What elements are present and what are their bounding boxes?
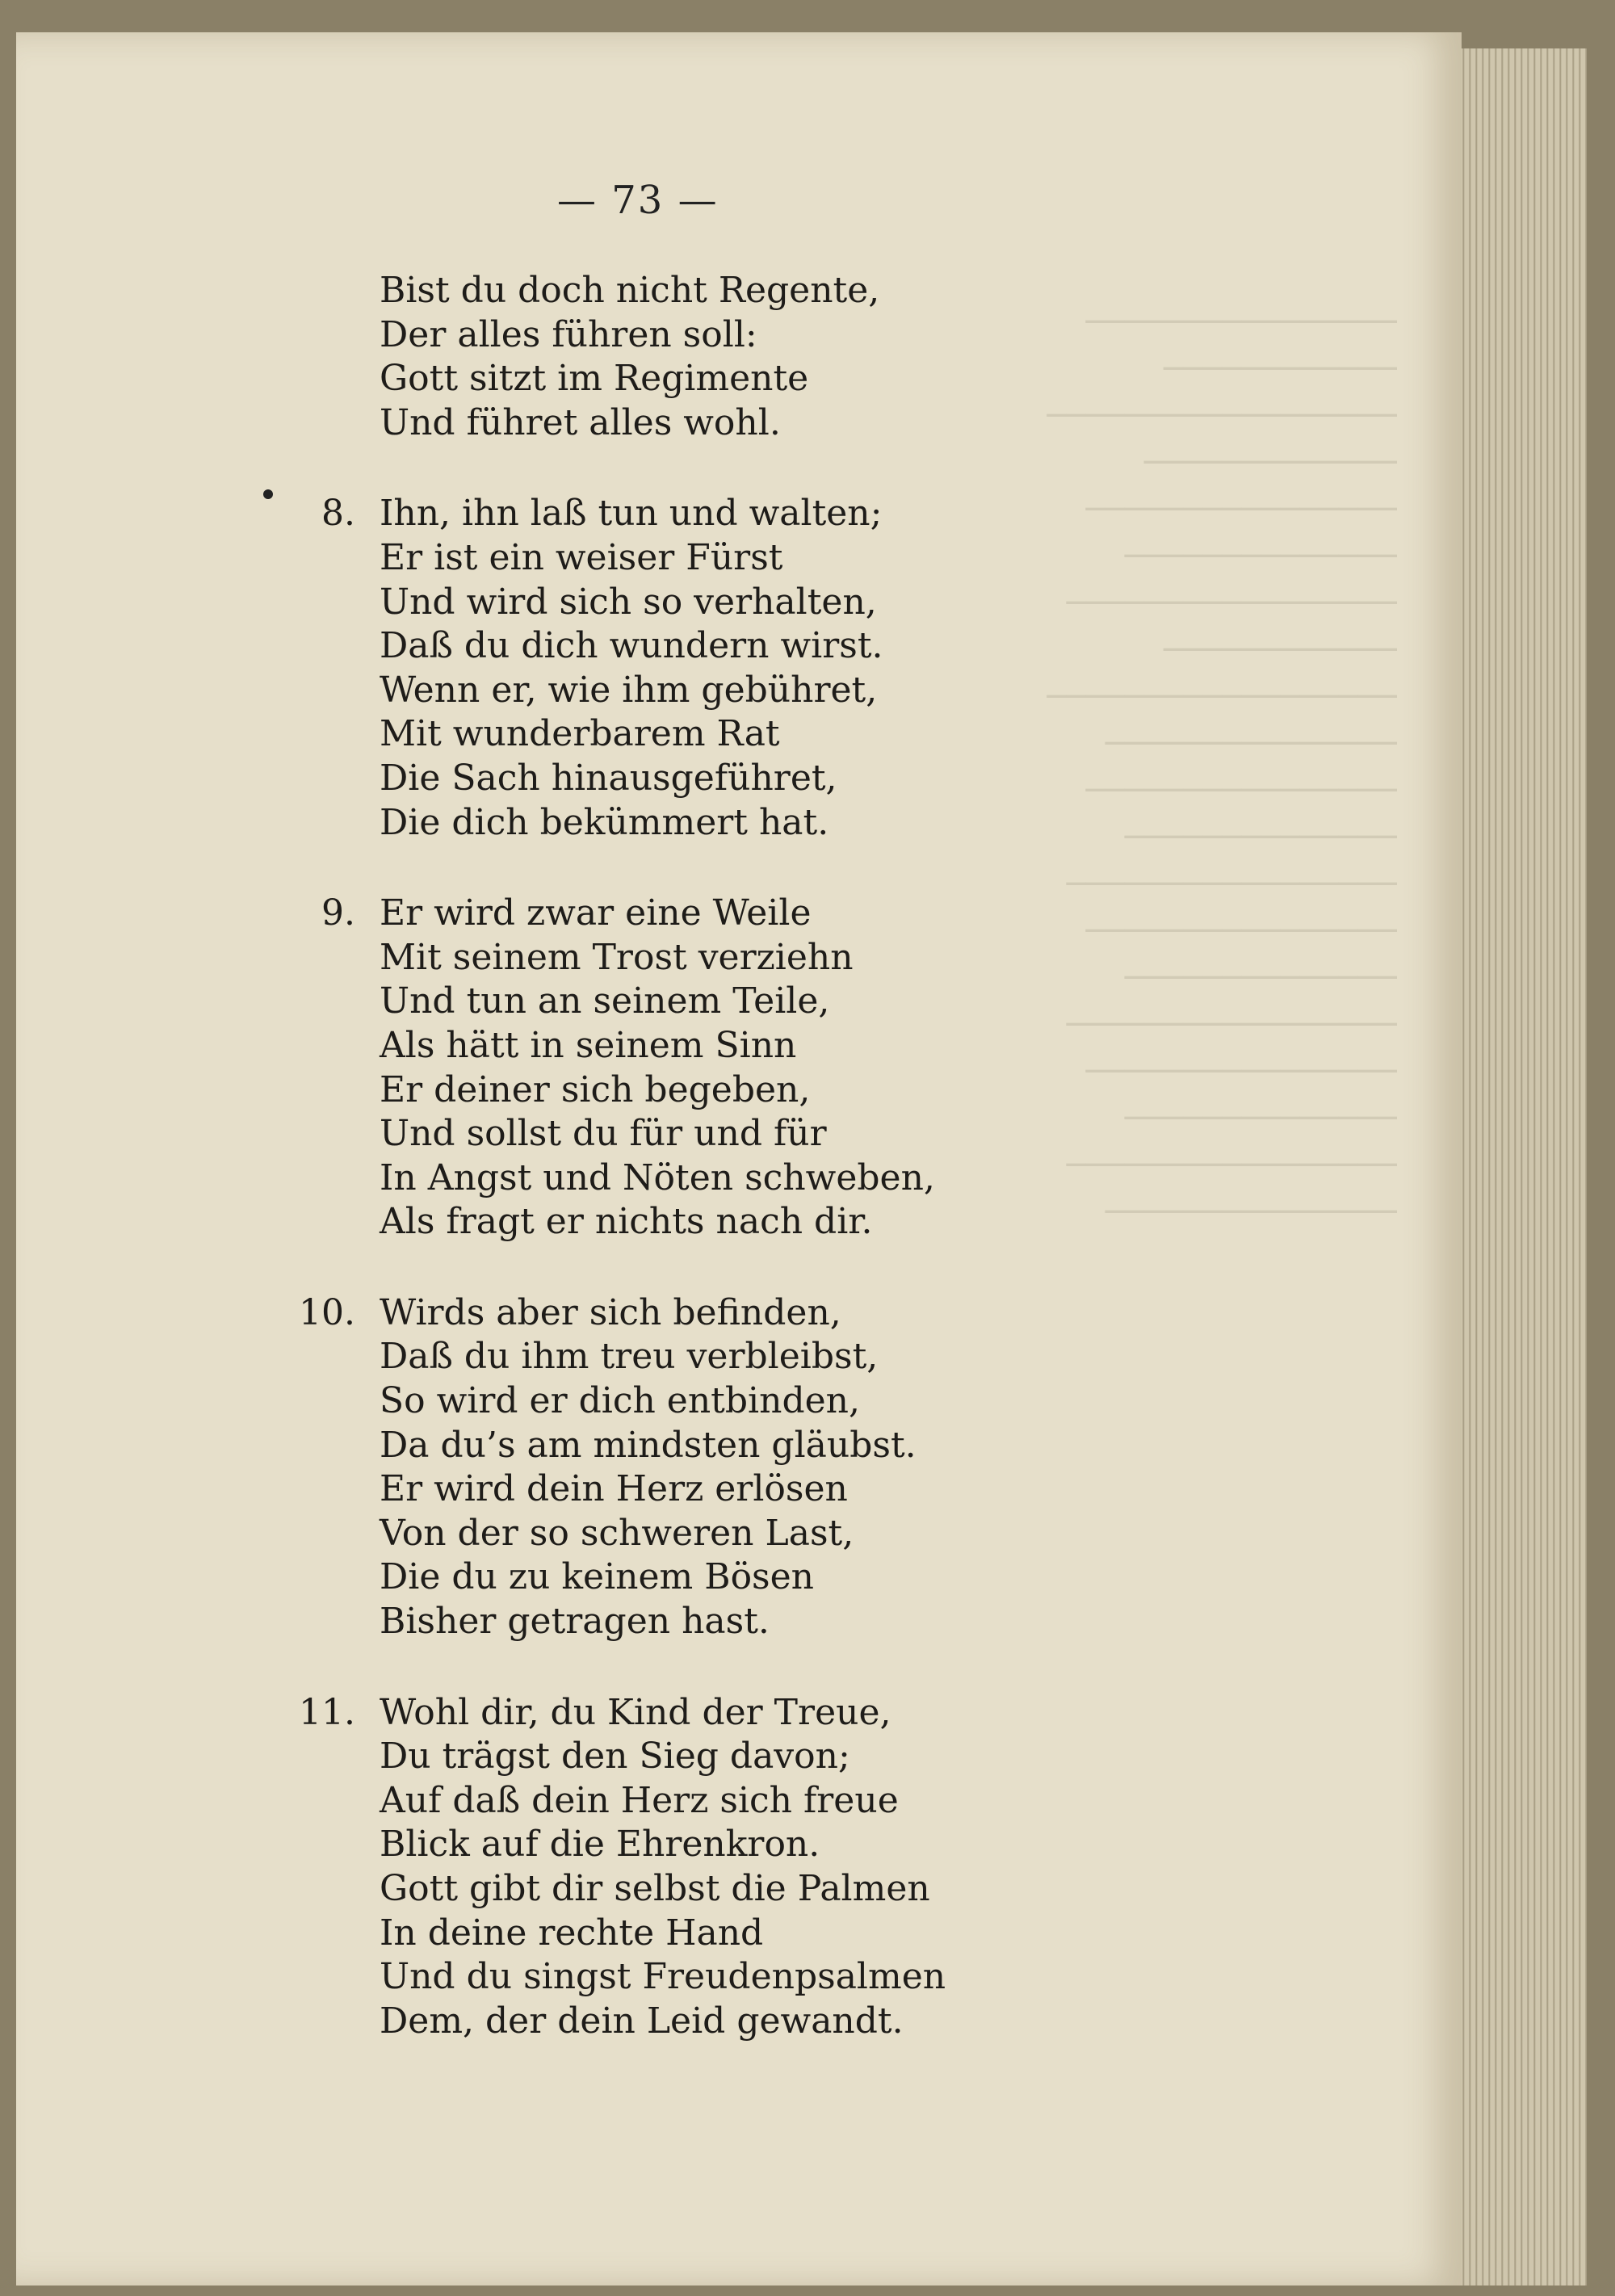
verse-line: [0, 1955, 1373, 2000]
verse-line-text: Blick auf die Ehrenkron.: [380, 1824, 820, 1866]
verse-line: [0, 1467, 1373, 1512]
verse-line: [0, 1424, 1373, 1468]
verse-line: [0, 269, 1373, 313]
verse-line-text: Wohl dir, du Kind der Treue,: [380, 1691, 891, 1733]
verse-line-text: Er deiner sich begeben,: [380, 1068, 811, 1110]
verse-line-text: Die du zu keinem Bösen: [380, 1556, 815, 1598]
stanza-number: 8.: [321, 493, 355, 535]
verse-line: [0, 1156, 1373, 1201]
verse-line: [0, 1779, 1373, 1824]
verse-line-text: Wirds aber sich befinden,: [380, 1291, 841, 1333]
verse-line-text: Der alles führen soll:: [380, 313, 757, 355]
verse-line-text: Daß du ihm treu verbleibst,: [380, 1336, 879, 1378]
verse-line: [0, 581, 1373, 625]
verse-line-text: Dem, der dein Leid gewandt.: [380, 2000, 904, 2042]
verse-line-text: Er wird zwar eine Weile: [380, 892, 812, 934]
page-number: — 73 —: [557, 178, 719, 223]
verse-line: [0, 1600, 1373, 1644]
verse-line-text: Du trägst den Sieg davon;: [380, 1736, 850, 1778]
verse-line: [0, 401, 1373, 446]
stanza-number: 9.: [321, 892, 355, 934]
stanza: [0, 269, 1373, 445]
verse-line: [0, 2000, 1373, 2044]
verse-line: [0, 757, 1373, 801]
stanza: [0, 1691, 1373, 2044]
verse-line-text: Mit wunderbarem Rat: [380, 713, 780, 755]
verse-line-text: Von der so schweren Last,: [380, 1512, 854, 1554]
verse-line-text: Und tun an seinem Teile,: [380, 980, 830, 1022]
verse-line-text: Bist du doch nicht Regente,: [380, 270, 880, 311]
verse-line: [0, 1555, 1373, 1600]
verse-line: [0, 669, 1373, 713]
stanza: [0, 1291, 1373, 1644]
verse-line: [0, 1200, 1373, 1245]
verse-line-text: Mit seinem Trost verziehn: [380, 936, 854, 978]
verse-line-text: Die Sach hinausgeführet,: [380, 757, 837, 799]
verse-line: [0, 1512, 1373, 1556]
verse-line: [0, 492, 1373, 536]
verse-line: [0, 1335, 1373, 1379]
verse-line: [0, 980, 1373, 1024]
verse-line: [0, 1291, 1373, 1336]
bleed-through-text: ──────────────── ──────────── ────────────────── ───────────── ──────────────── ────────────── ───────────────── ──────────── ────────────────── ─────────────── ──────────────── ────────────── ───────────────── ──────────────── ────────────── ───────────────── ──────────────── ────────────── ───────────────── ───────────────: [1047, 304, 1397, 1231]
verse-line-text: Bisher getragen hast.: [380, 1601, 770, 1643]
verse-line-text: Er ist ein weiser Fürst: [380, 536, 783, 578]
verse-line-text: Auf daß dein Herz sich freue: [380, 1779, 899, 1821]
verse-line: [0, 712, 1373, 757]
verse-line-text: Und führet alles wohl.: [380, 401, 781, 443]
stanza-number: 11.: [299, 1691, 355, 1733]
verse-line-text: Als fragt er nichts nach dir.: [380, 1201, 873, 1243]
verse-line-text: Daß du dich wundern wirst.: [380, 625, 883, 667]
verse-line: [0, 936, 1373, 980]
verse-line-text: Und du singst Freudenpsalmen: [380, 1956, 946, 1998]
page-edges: [1445, 48, 1587, 2286]
verse-line: [0, 1735, 1373, 1779]
stanza-gap: [0, 1245, 1373, 1291]
verse-line: [0, 313, 1373, 358]
verse-line: [0, 1823, 1373, 1867]
verse-line: [0, 1867, 1373, 1912]
verse-line: [0, 1912, 1373, 1956]
verse-line: [0, 1112, 1373, 1156]
stanza-gap: [0, 1644, 1373, 1691]
stanza-number: 10.: [299, 1291, 355, 1333]
verse-line: [0, 892, 1373, 936]
stanza-gap: [0, 845, 1373, 892]
verse-line-text: Als hätt in seinem Sinn: [380, 1024, 797, 1066]
stanza: [0, 892, 1373, 1245]
verse-line-text: Da du’s am mindsten gläubst.: [380, 1424, 917, 1466]
verse-line-text: Und wird sich so verhalten,: [380, 581, 877, 623]
verse-line: [0, 1024, 1373, 1068]
verse-line: [0, 1068, 1373, 1113]
verse-line: [0, 624, 1373, 669]
verse-line-text: Gott sitzt im Regimente: [380, 358, 809, 400]
verse-line: [0, 1379, 1373, 1424]
verse-line: [0, 536, 1373, 581]
verse-line: [0, 357, 1373, 401]
verse-line-text: So wird er dich entbinden,: [380, 1380, 860, 1422]
verse-line-text: Die dich bekümmert hat.: [380, 801, 829, 843]
verse-line-text: Und sollst du für und für: [380, 1113, 827, 1155]
verse-line-text: Gott gibt dir selbst die Palmen: [380, 1868, 930, 1909]
verse-line-text: Wenn er, wie ihm gebühret,: [380, 669, 878, 711]
stanza-gap: [0, 445, 1373, 492]
verse-line-text: In deine rechte Hand: [380, 1912, 764, 1954]
poem-text: [0, 269, 1373, 2043]
verse-line: [0, 801, 1373, 846]
stanza: [0, 492, 1373, 845]
verse-line: [0, 1691, 1373, 1736]
verse-line-text: Ihn, ihn laß tun und walten;: [380, 493, 883, 535]
verse-line-text: Er wird dein Herz erlösen: [380, 1468, 848, 1510]
verse-line-text: In Angst und Nöten schweben,: [380, 1156, 935, 1198]
